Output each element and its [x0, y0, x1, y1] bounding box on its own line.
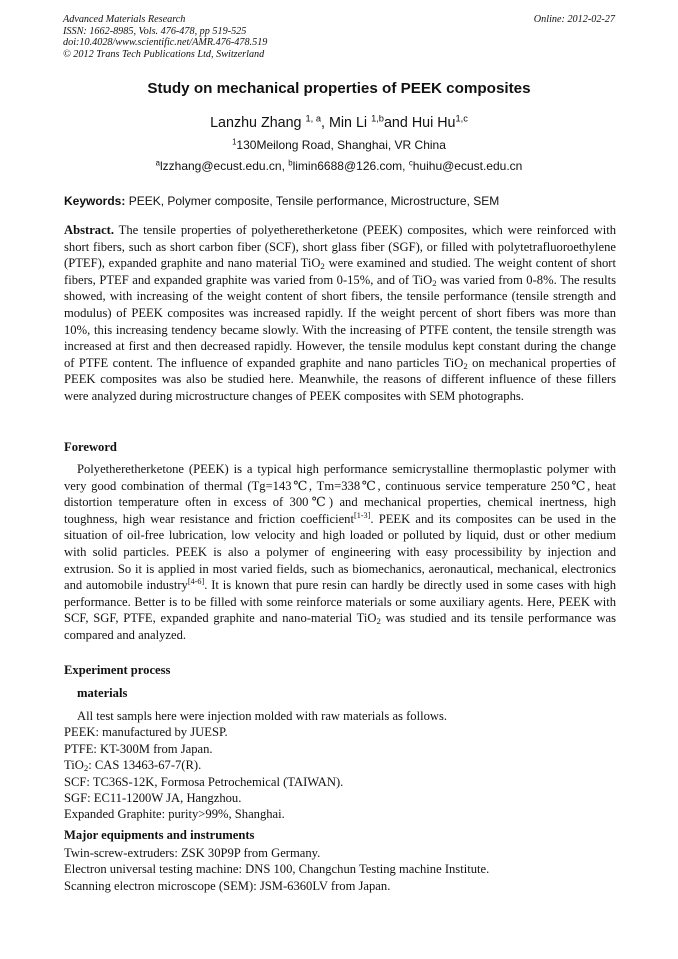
author-separator: ,: [320, 115, 329, 131]
materials-heading: materials: [77, 686, 128, 700]
author-superscript: 1, a: [305, 113, 321, 124]
author-line: [0, 115, 678, 131]
foreword-heading: Foreword: [64, 440, 117, 454]
materials-list: [64, 708, 616, 823]
list-item: PTFE: KT-300M from Japan.: [64, 741, 213, 756]
affiliation: [0, 138, 678, 152]
email-superscript: c: [408, 158, 413, 168]
subscript: 2: [432, 277, 437, 288]
list-item: SGF: EC11-1200W JA, Hangzhou.: [64, 791, 242, 806]
list-item-text: TiO: [64, 758, 84, 773]
list-item: Scanning electron microscope (SEM): JSM-6360LV from Japan.: [64, 878, 391, 893]
foreword-text: was studied and its tensile performance was compared and analyzed.: [64, 611, 616, 642]
author-name: Lanzhu Zhang: [210, 115, 302, 131]
citation-superscript: [4-6]: [187, 577, 205, 587]
email-superscript: a: [155, 158, 160, 168]
foreword-text: Polyetheretherketone (PEEK) is a typical high performance semicrystalline thermoplastic polymer with very good combination of thermal (Tg=143℃, Tm=338℃, continuous service temperature 250℃, heat distortion temperature often in excess of 300℃) and mechanical properties, chemical inertness, high toughness, high wear resistance and friction coefficient: [64, 462, 616, 526]
online-date: Online: 2012-02-27: [533, 14, 615, 25]
subscript: 2: [376, 616, 381, 627]
author-name: Min Li: [328, 115, 368, 131]
author-superscript: 1,b: [371, 113, 384, 124]
author-separator: and: [383, 115, 408, 131]
list-item: Expanded Graphite: purity>99%, Shanghai.: [64, 807, 285, 822]
abstract-paragraph: [64, 222, 616, 405]
abstract-text: was varied from 0-8%. The results showed, with increasing of the weight content of short fibers, the tensile performance (tensile strength and modulus) of PEEK composites was increased rapidly. If the weight percent of short fibers was more than 10%, this increasing tendency became slowly. With the increasing of PTFE content, the tensile strength was increased at first and then decreased rapidly. However, the tensile modulus kept constant during the change of PTFE content. The influence of expanded graphite and nano particles TiO: [64, 272, 616, 370]
abstract-text: The tensile properties of polyetheretherketone (PEEK) composites, which were reinforced with short fibers, such as short carbon fiber (SCF), short glass fiber (SGF), or filled with polytetrafluoroethylene (PTEF), expanded graphite and nano material TiO: [64, 223, 616, 271]
abstract-text: were examined and studied. The weight content of short fibers, PTEF and expanded graphite was varied from 0-15%, and of TiO: [64, 256, 616, 287]
list-item: Electron universal testing machine: DNS 100, Changchun Testing machine Institute.: [64, 862, 490, 877]
subscript: 2: [83, 763, 89, 774]
journal-header: [63, 14, 615, 60]
journal-name: Advanced Materials Research: [63, 14, 186, 25]
abstract-label: Abstract.: [64, 223, 115, 237]
abstract-text: on mechanical properties of PEEK composites was also be studied here. Meanwhile, the reasons of different influence of these fillers were analyzed during microstructure changes of PEEK composites with SEM photographs.: [64, 355, 616, 403]
list-item: SCF: TC36S-12K, Formosa Petrochemical (TAIWAN).: [64, 774, 344, 789]
issn-line: ISSN: 1662-8985, Vols. 476-478, pp 519-525: [63, 25, 247, 37]
list-item-text: : CAS 13463-67-7(R).: [88, 758, 202, 773]
foreword-text: . It is known that pure resin can hardly be directly used in some cases with high performance. Better is to be filled with some reinforce materials or some auxiliary agents. Here, PEEK with SCF, SGF, PTFE, expanded graphite and nano-material TiO: [64, 578, 616, 626]
list-item: [64, 757, 616, 773]
paper-title: Study on mechanical properties of PEEK composites: [147, 80, 531, 97]
foreword-text: . PEEK and its composites can be used in the situation of oil-free lubrication, low velocity and high loaded or polluted by liquid, dust or other medium with solid particles. PEEK is also a polymer of engineering with easy processibility by injection and extrusion. So it is applied in most varied fields, such as biomechanics, aeronautical, mechanical, electronics and automobile industry: [64, 511, 616, 593]
email-address: lzzhang@ecust.edu.cn,: [159, 159, 289, 173]
citation-superscript: [1-3]: [353, 510, 371, 520]
email-line: [0, 159, 678, 173]
subscript: 2: [463, 360, 468, 371]
affiliation-superscript: 1: [232, 137, 237, 147]
email-address: huihu@ecust.edu.cn: [412, 159, 523, 173]
foreword-paragraph: [64, 461, 616, 644]
author-name: Hui Hu: [411, 115, 456, 131]
list-item: PEEK: manufactured by JUESP.: [64, 725, 228, 740]
list-item: All test sampls here were injection molded with raw materials as follows.: [77, 709, 448, 723]
keywords-text: PEEK, Polymer composite, Tensile performance, Microstructure, SEM: [125, 194, 500, 208]
email-address: limin6688@126.com,: [292, 159, 409, 173]
keywords-label: Keywords:: [64, 194, 126, 208]
keywords: [64, 194, 616, 208]
experiment-heading: Experiment process: [64, 663, 171, 677]
email-superscript: b: [288, 158, 293, 168]
copyright-line: © 2012 Trans Tech Publications Ltd, Switzerland: [63, 48, 265, 60]
equipment-list: [64, 845, 616, 894]
doi-line: doi:10.4028/www.scientific.net/AMR.476-478.519: [63, 37, 268, 48]
list-item: Twin-screw-extruders: ZSK 30P9P from Germany.: [64, 846, 321, 860]
subscript: 2: [320, 261, 325, 272]
affiliation-text: 130Meilong Road, Shanghai, VR China: [236, 138, 446, 152]
equipment-heading: Major equipments and instruments: [64, 828, 255, 842]
author-superscript: 1,c: [455, 113, 468, 124]
